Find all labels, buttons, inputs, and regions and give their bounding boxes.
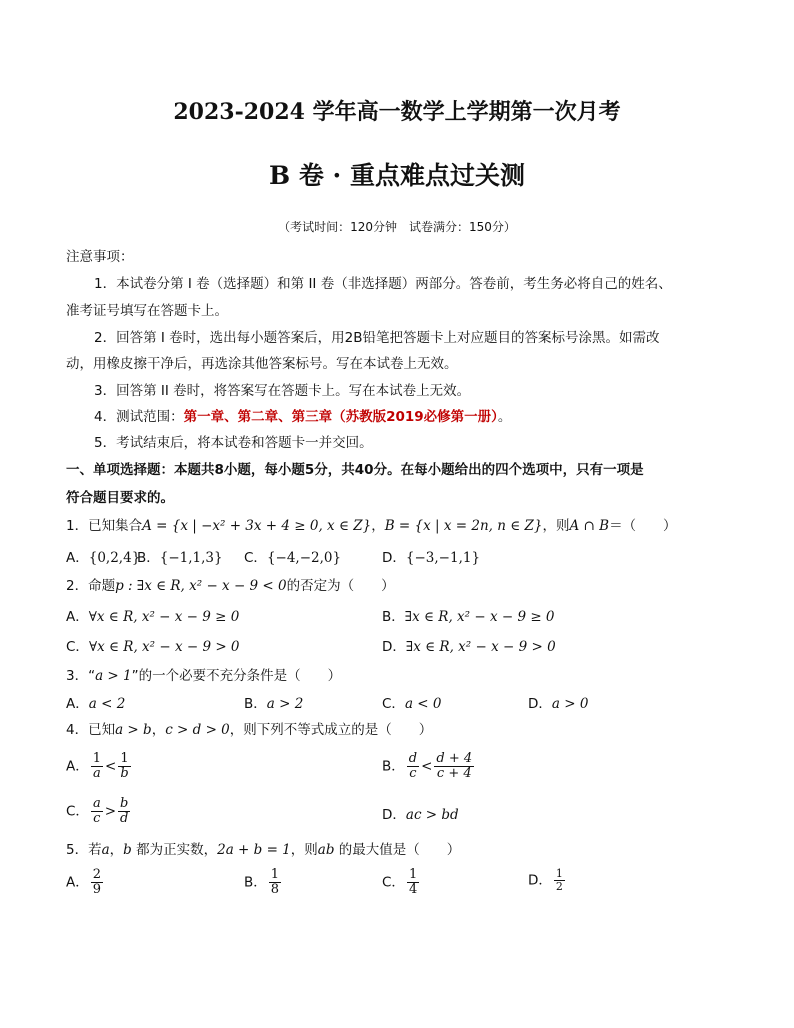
q5-option-c[interactable] (382, 868, 421, 897)
option-label: D． (382, 639, 406, 655)
q3-condition: a > 1 (95, 668, 132, 684)
q1-set-b: B = {x | x = 2n, n ∈ Z} (384, 518, 543, 534)
exam-info: （考试时间：120分钟 试卷满分：150分） (278, 220, 516, 234)
q3-option-a[interactable] (66, 692, 125, 712)
option-label: B． (382, 758, 405, 775)
fraction: $\frac{1}{2}$ (555, 867, 563, 893)
option-label: A． (66, 696, 89, 712)
q1-option-d[interactable] (382, 546, 480, 566)
option-label: D． (382, 807, 406, 823)
note-4-suffix: 。 (497, 409, 512, 425)
option-value: {−1,1,3} (159, 550, 223, 566)
q4-text-2: ，则下列不等式成立的是（ ） (229, 722, 433, 738)
option-label: B． (244, 696, 267, 712)
note-5: 5．考试结束后，将本试卷和答题卡一并交回。 (94, 435, 373, 451)
q5-var-a: a (101, 842, 110, 858)
option-label: B． (244, 874, 267, 891)
q5-expr: ab (317, 842, 335, 858)
option-value: a < 2 (88, 696, 126, 712)
option-value: {0,2,4} (88, 550, 141, 566)
fraction: $\frac{1}{b}$ (120, 751, 129, 781)
note-1-line-1: 1．本试卷分第 I 卷（选择题）和第 II 卷（非选择题）两部分。答卷前，考生务必将自己的姓名、 (94, 276, 672, 292)
option-label: A． (66, 550, 89, 566)
option-label: C． (66, 639, 89, 655)
test-range: 第一章、第二章、第三章（苏教版2019必修第一册） (183, 409, 498, 425)
option-value: a > 2 (266, 696, 304, 712)
option-label: C． (66, 803, 89, 820)
option-label: D． (382, 550, 406, 566)
q1-text-2: ，则 (542, 518, 570, 534)
q4-option-b[interactable] (382, 752, 476, 781)
option-operator: > (104, 803, 117, 820)
q2-option-b[interactable] (382, 605, 555, 625)
q2-proposition: p : ∃x ∈ R, x² − x − 9 < 0 (115, 578, 287, 594)
fraction: $\frac{1}{a}$ (92, 751, 102, 781)
q1-text: 1．已知集合 (66, 518, 143, 534)
option-label: B． (382, 609, 405, 625)
q2-text-2: 的否定为（ ） (286, 578, 395, 594)
q2-option-d[interactable] (382, 635, 556, 655)
section-heading-line-2: 符合题目要求的。 (66, 490, 174, 506)
q2-option-c[interactable] (66, 635, 240, 655)
q5-sep: ， (109, 842, 124, 858)
q4-text: 4．已知 (66, 722, 116, 738)
q3-text-2: ”的一个必要不充分条件是（ ） (131, 668, 342, 684)
note-2-line-2: 动，用橡皮擦干净后，再选涂其他答案标号。写在本试卷上无效。 (66, 356, 458, 372)
option-value: ∃x ∈ R, x² − x − 9 > 0 (405, 639, 556, 655)
q1-expr: A ∩ B (569, 518, 610, 534)
note-4-prefix: 4．测试范围： (94, 409, 184, 425)
q1-option-b[interactable] (137, 546, 223, 566)
q5-option-b[interactable] (244, 868, 283, 897)
q5-text-4: 的最大值是（ ） (334, 842, 461, 858)
q4-option-d[interactable] (382, 803, 459, 823)
q2-text: 2．命题 (66, 578, 116, 594)
q5-option-d[interactable] (528, 868, 567, 893)
q1-sep: ， (371, 518, 385, 534)
q5-text: 5．若 (66, 842, 102, 858)
q4-sep: ， (151, 722, 166, 738)
q1-text-3: ＝（ ） (609, 518, 677, 534)
option-value: {−3,−1,1} (405, 550, 481, 566)
fraction: $\frac{1}{8}$ (270, 867, 280, 897)
question-3-stem (66, 664, 341, 684)
option-operator: < (105, 758, 117, 775)
option-value: a > 0 (551, 696, 589, 712)
option-label: B． (137, 550, 160, 566)
fraction: $\frac{d + 4}{c + 4}$ (436, 751, 473, 781)
option-label: C． (244, 550, 267, 566)
q1-set-a: A = {x | −x² + 3x + 4 ≥ 0, x ∈ Z} (142, 518, 372, 534)
notes-heading: 注意事项： (66, 249, 134, 265)
option-value: {−4,−2,0} (266, 550, 342, 566)
exam-title: 2023-2024 学年高一数学上学期第一次月考 (173, 99, 621, 125)
q4-condition-1: a > b (115, 722, 152, 738)
exam-subtitle: B 卷 · 重点难点过关测 (269, 161, 525, 190)
q5-condition: 2a + b = 1 (217, 842, 291, 858)
note-3: 3．回答第 II 卷时，将答案写在答题卡上。写在本试卷上无效。 (94, 383, 471, 399)
question-2-stem (66, 574, 395, 594)
q3-option-c[interactable] (382, 692, 441, 712)
q5-option-a[interactable] (66, 868, 105, 897)
question-5-stem (66, 838, 460, 858)
q1-option-c[interactable] (244, 546, 341, 566)
option-label: D． (528, 696, 552, 712)
section-heading-line-1: 一、单项选择题：本题共8小题，每小题5分，共40分。在每小题给出的四个选项中，只有一项是 (66, 462, 644, 478)
option-label: A． (66, 758, 89, 775)
fraction: $\frac{1}{4}$ (408, 867, 418, 897)
option-label: C． (382, 696, 405, 712)
note-1-line-2: 准考证号填写在答题卡上。 (66, 303, 228, 319)
q4-condition-2: c > d > 0 (165, 722, 230, 738)
option-label: D． (528, 872, 552, 889)
option-label: A． (66, 874, 89, 891)
q3-text: 3．“ (66, 668, 96, 684)
q5-var-b: b (123, 842, 132, 858)
q4-option-c[interactable] (66, 797, 132, 826)
fraction: $\frac{d}{c}$ (408, 751, 418, 781)
option-operator: < (421, 758, 433, 775)
fraction: $\frac{b}{d}$ (120, 796, 129, 826)
note-4 (94, 405, 511, 425)
q5-text-3: ，则 (290, 842, 318, 858)
note-2-line-1: 2．回答第 I 卷时，选出每小题答案后，用2B铅笔把答题卡上对应题目的答案标号涂黑。如需改 (94, 330, 660, 346)
fraction: $\frac{2}{9}$ (92, 867, 102, 897)
q3-option-b[interactable] (244, 692, 303, 712)
q4-option-a[interactable] (66, 752, 133, 781)
question-1-stem (66, 514, 677, 534)
option-label: A． (66, 609, 89, 625)
option-value: a < 0 (404, 696, 442, 712)
option-label: C． (382, 874, 405, 891)
option-value: ∃x ∈ R, x² − x − 9 ≥ 0 (404, 609, 555, 625)
q3-option-d[interactable] (528, 692, 588, 712)
q2-option-a[interactable] (66, 605, 239, 625)
option-value: ∀x ∈ R, x² − x − 9 > 0 (88, 639, 240, 655)
q1-option-a[interactable] (66, 546, 140, 566)
fraction: $\frac{a}{c}$ (92, 796, 101, 826)
option-value: ac > bd (405, 807, 459, 823)
option-value: ∀x ∈ R, x² − x − 9 ≥ 0 (88, 609, 240, 625)
question-4-stem (66, 718, 432, 738)
q5-text-2: 都为正实数， (131, 842, 218, 858)
